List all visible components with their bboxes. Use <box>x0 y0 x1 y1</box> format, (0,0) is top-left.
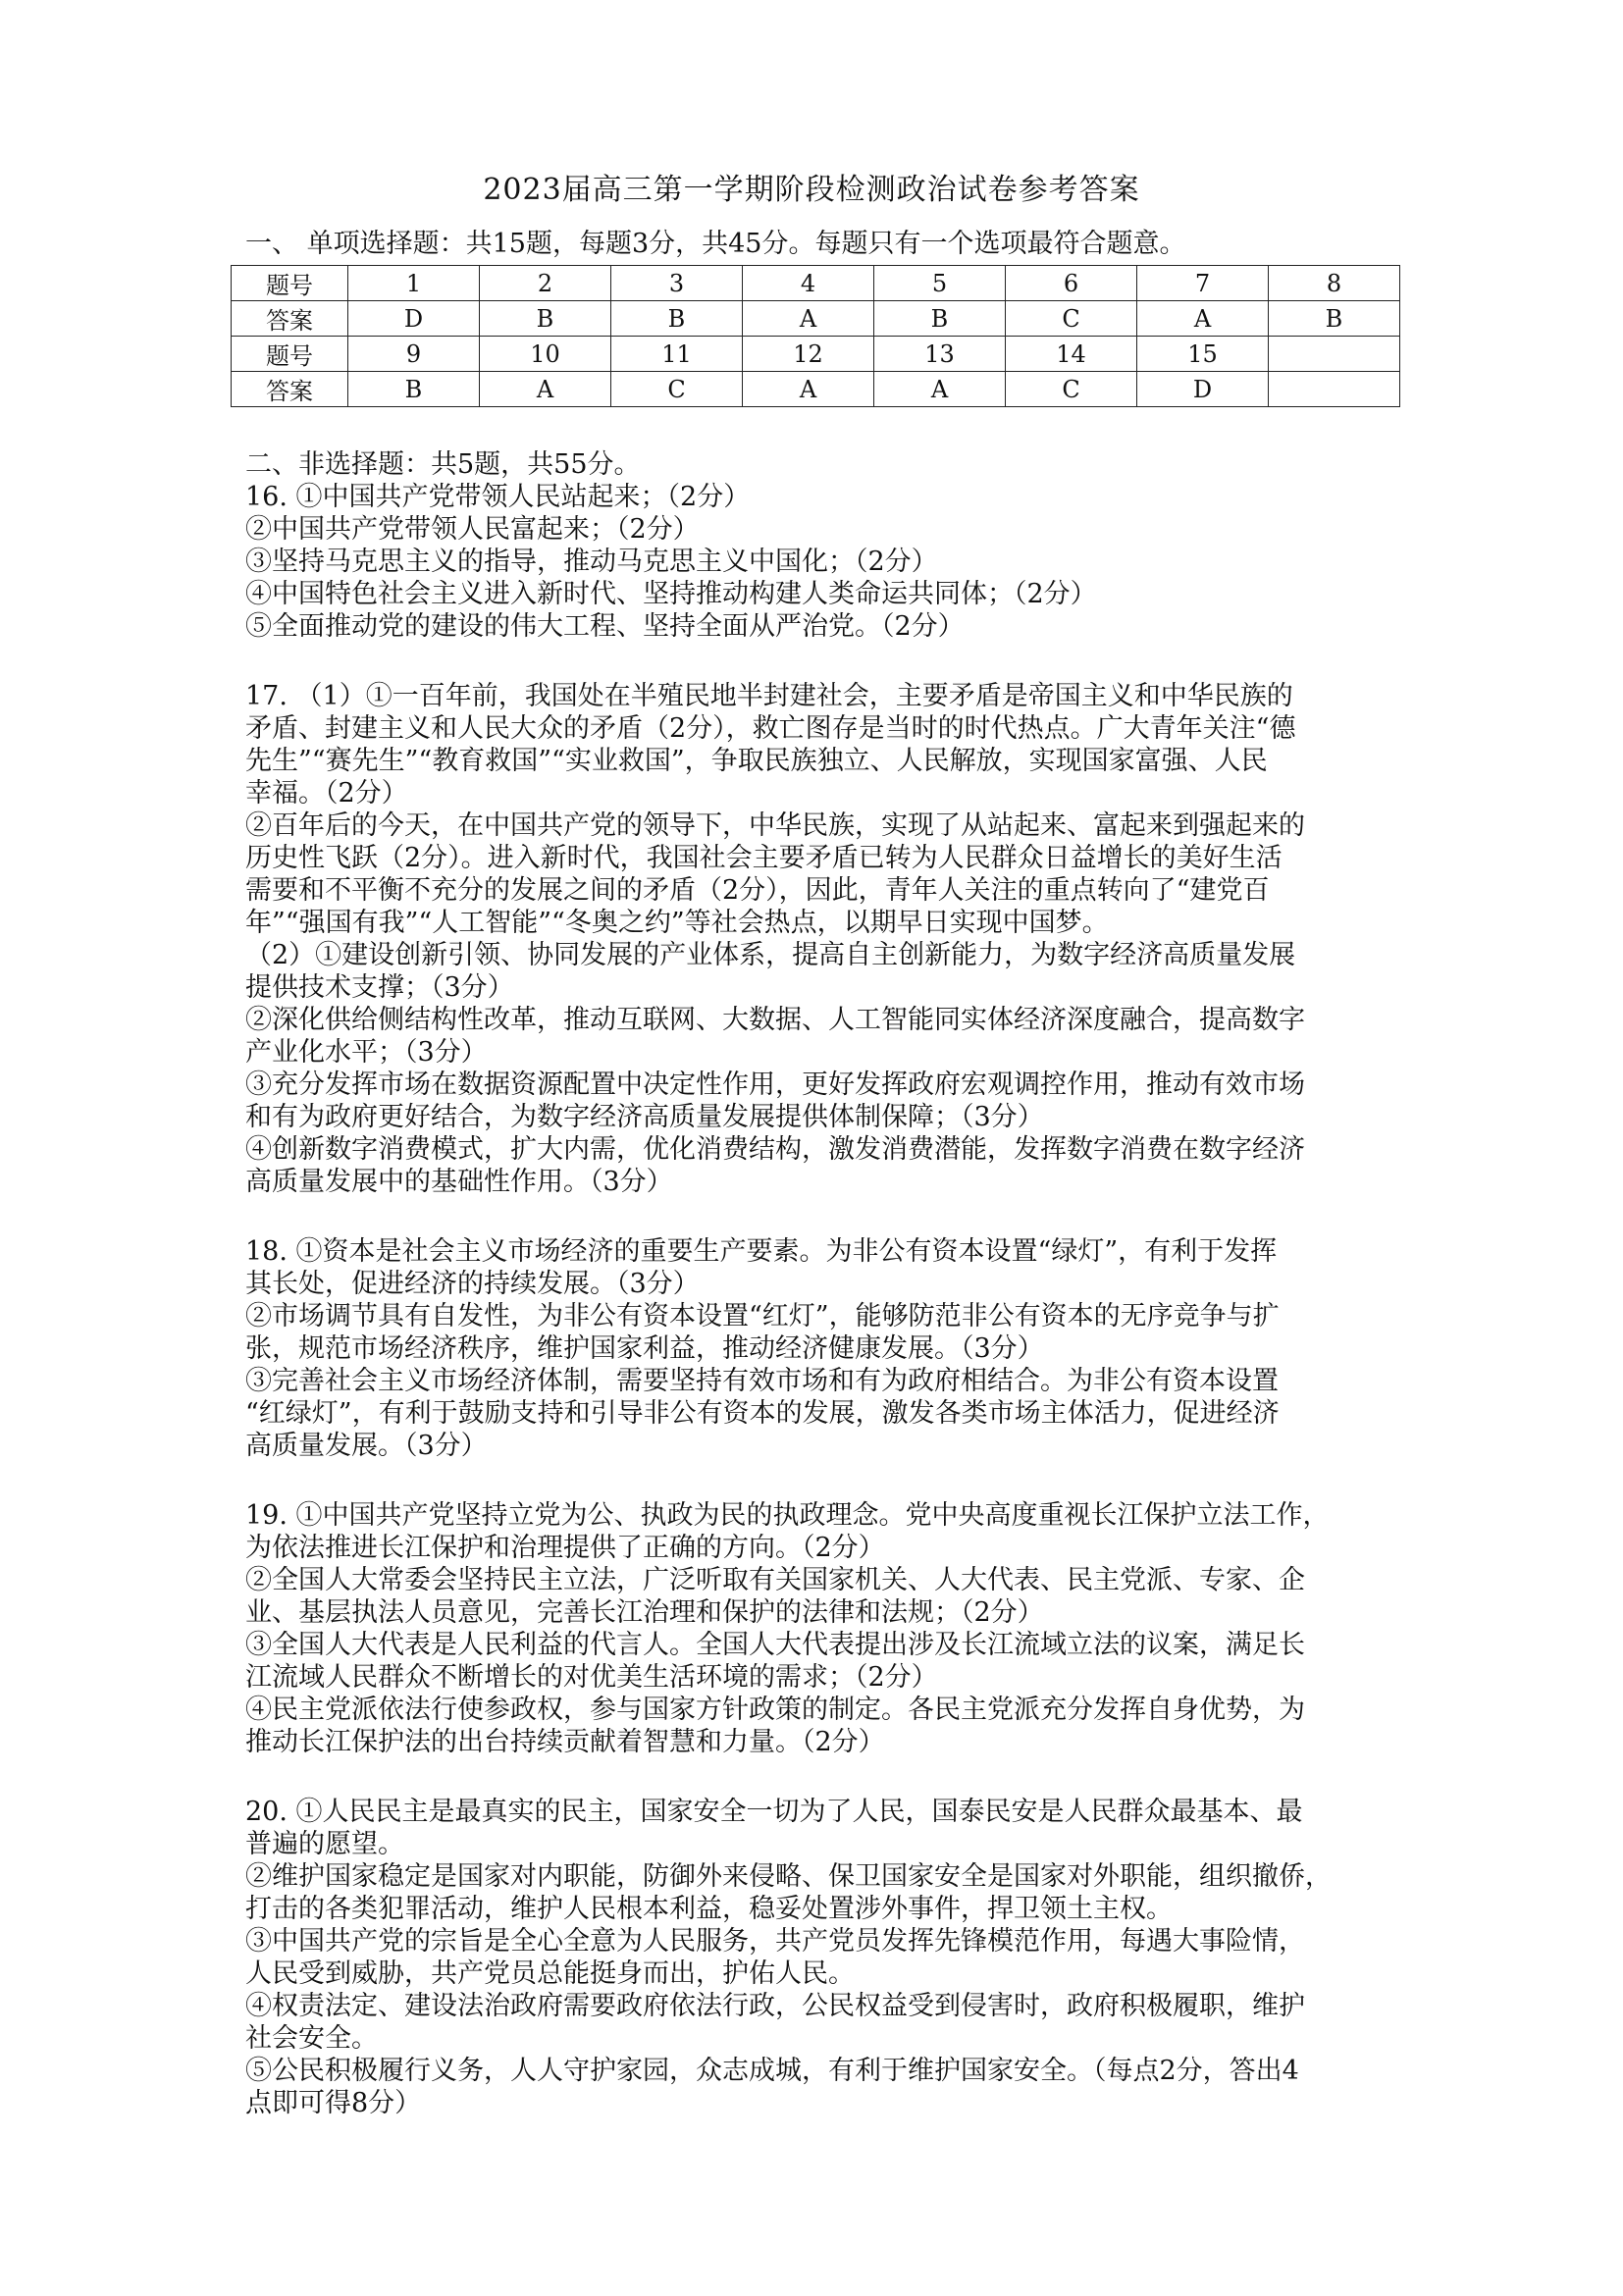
answer-line: 二、非选择题：共5题，共55分。 <box>245 449 641 480</box>
table-cell: A <box>874 372 1006 407</box>
answer-line: ③充分发挥市场在数据资源配置中决定性作用，更好发挥政府宏观调控作用，推动有效市场 <box>245 1070 1305 1100</box>
answer-line: ②深化供给侧结构性改革，推动互联网、大数据、人工智能同实体经济深度融合，提高数字 <box>245 1005 1305 1035</box>
table-cell: 7 <box>1137 266 1269 301</box>
answer-line: 普遍的愿望。 <box>245 1829 404 1859</box>
answer-line: 先生”“赛先生”“教育救国”“实业救国”，争取民族独立、人民解放，实现国家富强、人民 <box>245 746 1268 776</box>
answer-line: 年”“强国有我”“人工智能”“冬奥之约”等社会热点，以期早日实现中国梦。 <box>245 908 1109 938</box>
table-cell: 2 <box>480 266 611 301</box>
answer-line: ④权责法定、建设法治政府需要政府依法行政，公民权益受到侵害时，政府积极履职，维护 <box>245 1991 1305 2021</box>
table-cell: D <box>1137 372 1269 407</box>
answer-line: ⑤公民积极履行义务，人人守护家园，众志成城，有利于维护国家安全。（每点2分，答出4 <box>245 2056 1299 2086</box>
answer-line: 点即可得8分） <box>245 2088 422 2118</box>
answer-line: 为依法推进长江保护和治理提供了正确的方向。（2分） <box>245 1533 885 1563</box>
table-cell <box>1269 337 1400 372</box>
answer-line: 人民受到威胁，共产党员总能挺身而出，护佑人民。 <box>245 1958 855 1989</box>
table-cell: A <box>743 372 874 407</box>
answer-line: ②百年后的今天，在中国共产党的领导下，中华民族，实现了从站起来、富起来到强起来的 <box>245 810 1305 841</box>
answer-line: 和有为政府更好结合，为数字经济高质量发展提供体制保障；（3分） <box>245 1102 1044 1132</box>
answer-line: ③中国共产党的宗旨是全心全意为人民服务，共产党员发挥先锋模范作用，每遇大事险情， <box>245 1926 1305 1957</box>
table-cell: 11 <box>611 337 743 372</box>
table-cell: 10 <box>480 337 611 372</box>
answer-line: 其长处，促进经济的持续发展。（3分） <box>245 1269 700 1299</box>
table-cell: A <box>1137 301 1269 337</box>
answer-line: ④中国特色社会主义进入新时代、坚持推动构建人类命运共同体；（2分） <box>245 579 1097 609</box>
answer-line: 业、基层执法人员意见，完善长江治理和保护的法律和法规；（2分） <box>245 1597 1044 1628</box>
table-row <box>232 301 1400 337</box>
table-cell: C <box>1006 372 1137 407</box>
table-cell: C <box>1006 301 1137 337</box>
answer-line: 19. ①中国共产党坚持立党为公、执政为民的执政理念。党中央高度重视长江保护立法工作， <box>245 1500 1330 1531</box>
answer-line: 高质量发展中的基础性作用。（3分） <box>245 1167 673 1197</box>
answer-line: （2）①建设创新引领、协同发展的产业体系，提高自主创新能力，为数字经济高质量发展 <box>245 940 1296 970</box>
table-cell: 9 <box>348 337 480 372</box>
answer-line: 幸福。（2分） <box>245 778 408 809</box>
answer-line: 20. ①人民民主是最真实的民主，国家安全一切为了人民，国泰民安是人民群众最基本、最 <box>245 1797 1303 1827</box>
answer-line: “红绿灯”，有利于鼓励支持和引导非公有资本的发展，激发各类市场主体活力，促进经济 <box>245 1398 1280 1429</box>
answer-line: 18. ①资本是社会主义市场经济的重要生产要素。为非公有资本设置“绿灯”，有利于发挥 <box>245 1236 1278 1267</box>
answer-line: 17. （1）①一百年前，我国处在半殖民地半封建社会，主要矛盾是帝国主义和中华民族的 <box>245 681 1293 711</box>
answer-line: 需要和不平衡不充分的发展之间的矛盾（2分），因此，青年人关注的重点转向了“建党百 <box>245 875 1270 906</box>
answer-line: ③全国人大代表是人民利益的代言人。全国人大代表提出涉及长江流域立法的议案，满足长 <box>245 1630 1305 1660</box>
answer-line: 提供技术支撑；（3分） <box>245 972 514 1003</box>
answer-line: ②全国人大常委会坚持民主立法，广泛听取有关国家机关、人大代表、民主党派、专家、企 <box>245 1565 1305 1595</box>
table-cell: B <box>611 301 743 337</box>
table-cell: 8 <box>1269 266 1400 301</box>
answer-line: 历史性飞跃（2分）。进入新时代，我国社会主要矛盾已转为人民群众日益增长的美好生活 <box>245 843 1283 873</box>
row-label: 答案 <box>232 372 348 407</box>
table-cell: 14 <box>1006 337 1137 372</box>
answer-line: ④民主党派依法行使参政权，参与国家方针政策的制定。各民主党派充分发挥自身优势，为 <box>245 1695 1305 1725</box>
answer-table <box>231 265 1400 407</box>
document-title: 2023届高三第一学期阶段检测政治试卷参考答案 <box>483 173 1140 207</box>
table-cell: B <box>874 301 1006 337</box>
answer-line: 社会安全。 <box>245 2023 378 2054</box>
table-cell: A <box>743 301 874 337</box>
section-one-heading: 一、 单项选择题：共15题，每题3分，共45分。每题只有一个选项最符合题意。 <box>245 229 1186 259</box>
row-label: 题号 <box>232 266 348 301</box>
table-cell: 3 <box>611 266 743 301</box>
table-row <box>232 266 1400 301</box>
table-cell: D <box>348 301 480 337</box>
answer-line: 张，规范市场经济秩序，维护国家利益，推动经济健康发展。（3分） <box>245 1333 1044 1364</box>
row-label: 答案 <box>232 301 348 337</box>
table-row <box>232 337 1400 372</box>
answer-line: 打击的各类犯罪活动，维护人民根本利益，稳妥处置涉外事件，捍卫领土主权。 <box>245 1894 1173 1924</box>
table-cell: 15 <box>1137 337 1269 372</box>
table-cell: 6 <box>1006 266 1137 301</box>
table-row <box>232 372 1400 407</box>
table-cell: B <box>1269 301 1400 337</box>
table-cell: 5 <box>874 266 1006 301</box>
answer-line: ②维护国家稳定是国家对内职能，防御外来侵略、保卫国家安全是国家对外职能，组织撤侨， <box>245 1861 1332 1892</box>
answer-line: ③完善社会主义市场经济体制，需要坚持有效市场和有为政府相结合。为非公有资本设置 <box>245 1366 1279 1396</box>
table-cell: 13 <box>874 337 1006 372</box>
table-cell: 4 <box>743 266 874 301</box>
answer-line: ③坚持马克思主义的指导，推动马克思主义中国化；（2分） <box>245 547 938 577</box>
answer-line: ②市场调节具有自发性，为非公有资本设置“红灯”，能够防范非公有资本的无序竞争与扩 <box>245 1301 1280 1331</box>
answer-line: 江流域人民群众不断增长的对优美生活环境的需求；（2分） <box>245 1662 938 1693</box>
table-cell: B <box>480 301 611 337</box>
table-cell: C <box>611 372 743 407</box>
answer-line: 高质量发展。（3分） <box>245 1431 488 1461</box>
answer-line: 产业化水平；（3分） <box>245 1037 488 1068</box>
answer-line: ②中国共产党带领人民富起来；（2分） <box>245 514 700 545</box>
row-label: 题号 <box>232 337 348 372</box>
table-cell: 12 <box>743 337 874 372</box>
table-cell: A <box>480 372 611 407</box>
answer-line: ⑤全面推动党的建设的伟大工程、坚持全面从严治党。（2分） <box>245 611 965 642</box>
table-cell: B <box>348 372 480 407</box>
answer-line: 16. ①中国共产党带领人民站起来；（2分） <box>245 482 751 512</box>
table-cell: 1 <box>348 266 480 301</box>
answer-line: 矛盾、封建主义和人民大众的矛盾（2分），救亡图存是当时的时代热点。广大青年关注“德 <box>245 713 1296 744</box>
answer-line: ④创新数字消费模式，扩大内需，优化消费结构，激发消费潜能，发挥数字消费在数字经济 <box>245 1134 1305 1165</box>
answer-line: 推动长江保护法的出台持续贡献着智慧和力量。（2分） <box>245 1727 885 1757</box>
table-cell <box>1269 372 1400 407</box>
